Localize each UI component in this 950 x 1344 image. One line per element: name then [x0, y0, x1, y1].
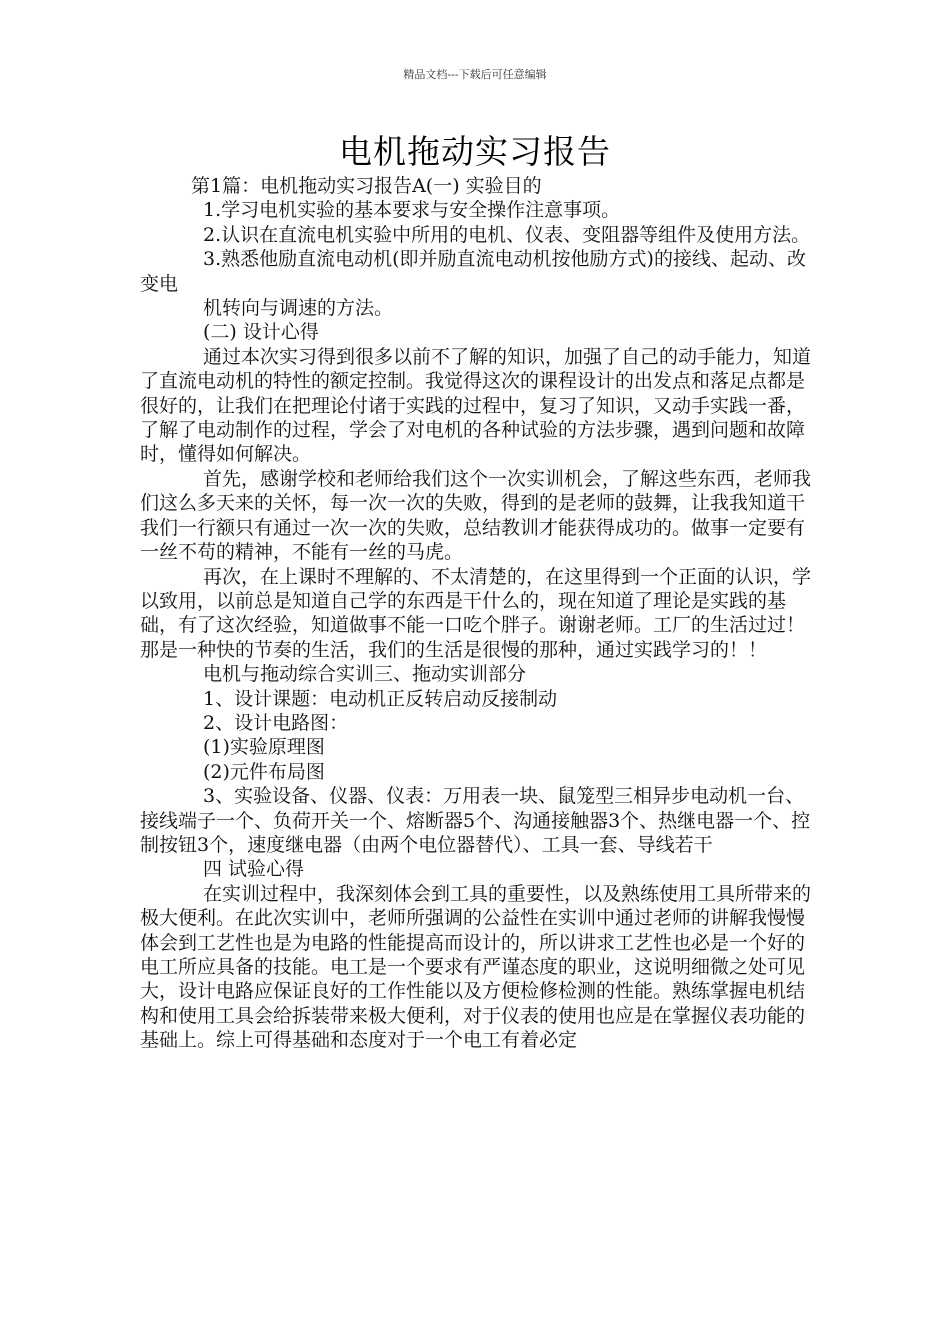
paragraph: 1.学习电机实验的基本要求与安全操作注意事项。 — [203, 199, 621, 222]
document-body — [140, 174, 812, 1053]
paragraph: 1、设计课题：电动机正反转启动反接制动 — [203, 687, 558, 710]
paragraph: 四 试验心得 — [203, 858, 305, 881]
paragraph: 机转向与调速的方法。 — [203, 297, 394, 320]
paragraph: 3、实验设备、仪器、仪表：万用表一块、鼠笼型三相异步电动机一台、接线端子一个、负荷开关一个、熔断器5个、沟通接触器3个、热继电器一个、控制按钮3个，速度继电器（由两个电位器替代）、工具一套、导线若干 — [140, 785, 811, 856]
paragraph: 3.熟悉他励直流电动机(即并励直流电动机按他励方式)的接线、起动、改变电 — [140, 248, 806, 295]
document-title: 电机拖动实习报告 — [339, 132, 611, 171]
page-header: 精品文档---下载后可任意编辑 — [403, 68, 547, 81]
paragraph: 2、设计电路图： — [203, 711, 349, 734]
paragraph: 首先，感谢学校和老师给我们这个一次实训机会，了解这些东西，老师我们这么多天来的关怀，每一次一次的失败，得到的是老师的鼓舞，让我我知道干我们一行额只有通过一次一次的失败，总结教训才能获得成功的。做事一定要有一丝不苟的精神，不能有一丝的马虎。 — [140, 467, 812, 564]
paragraph: 再次，在上课时不理解的、不太清楚的，在这里得到一个正面的认识，学以致用，以前总是知道自己学的东西是干什么的，现在知道了理论是实践的基础，有了这次经验，知道做事不能一口吃个胖子。谢谢老师。工厂的生活过过！那是一种快的节奏的生活，我们的生活是很慢的那种，通过实践学习的！！ — [140, 565, 812, 661]
paragraph: 2.认识在直流电机实验中所用的电机、仪表、变阻器等组件及使用方法。 — [203, 223, 811, 246]
paragraph: 在实训过程中，我深刻体会到工具的重要性，以及熟练使用工具所带来的极大便利。在此次实训中，老师所强调的公益性在实训中通过老师的讲解我慢慢体会到工艺性也是为电路的性能提高而设计的，所以讲求工艺性也必是一个好的电工所应具备的技能。电工是一个要求有严谨态度的职业，这说明细微之处可见大，设计电路应保证良好的工作性能以及方便检修检测的性能。熟练掌握电机结构和使用工具会给拆装带来极大便利，对于仪表的使用也应是在掌握仪表功能的基础上。综上可得基础和态度对于一个电工有着必定 — [140, 882, 812, 1052]
paragraph: 通过本次实习得到很多以前不了解的知识，加强了自己的动手能力，知道了直流电动机的特性的额定控制。我觉得这次的课程设计的出发点和落足点都是很好的，让我们在把理论付诸于实践的过程中，复习了知识，又动手实践一番，了解了电动制作的过程，学会了对电机的各种试验的方法步骤，遇到问题和故障时，懂得如何解决。 — [140, 345, 812, 466]
paragraph: (二) 设计心得 — [203, 321, 319, 344]
paragraph: 第1篇：电机拖动实习报告A(一) 实验目的 — [191, 175, 542, 197]
paragraph: 电机与拖动综合实训三、拖动实训部分 — [203, 663, 527, 686]
paragraph: (1)实验原理图 — [203, 736, 325, 759]
paragraph: (2)元件布局图 — [203, 760, 325, 783]
